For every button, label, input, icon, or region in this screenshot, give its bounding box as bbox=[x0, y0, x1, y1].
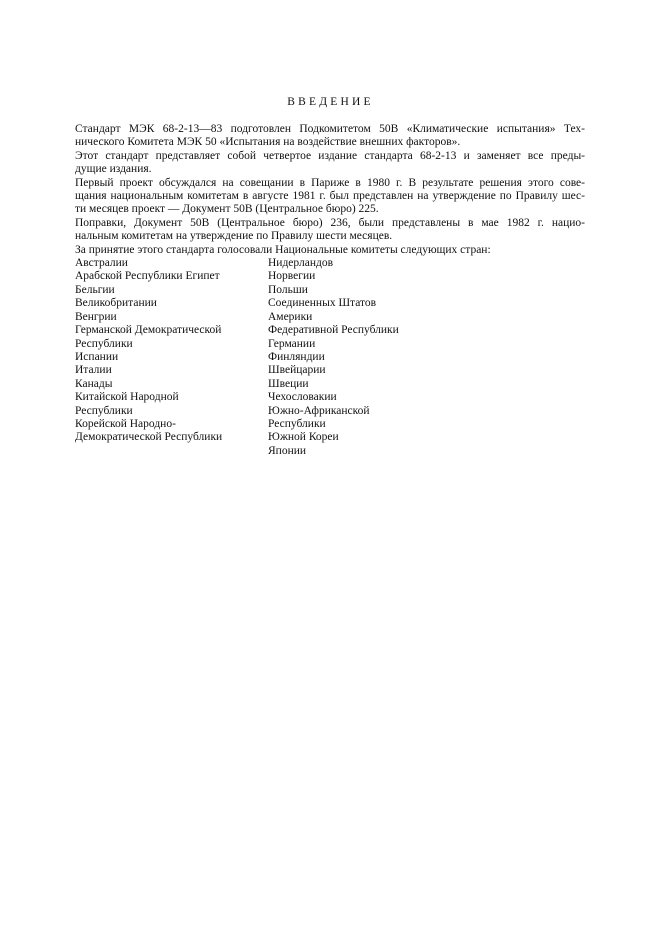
country-item: Германии bbox=[268, 337, 316, 350]
country-item: Испании bbox=[75, 350, 119, 363]
paragraph-line: щания национальным комитетам в августе 1981 г. был представлен на утверждение по Правилу шес- bbox=[75, 190, 585, 203]
country-item: Чехословакии bbox=[268, 391, 337, 404]
vote-intro-text: За принятие этого стандарта голосовали Национальные комитеты следующих стран: bbox=[75, 243, 491, 256]
paragraph-line bbox=[75, 150, 585, 163]
paragraph-first-draft bbox=[75, 177, 585, 217]
country-list bbox=[75, 257, 585, 458]
country-item: Корейской Народно- bbox=[75, 417, 176, 430]
paragraph-line: ти месяцев проект — Документ 50В (Центральное бюро) 225. bbox=[75, 203, 379, 216]
country-item: Швейцарии bbox=[268, 364, 326, 377]
country-item: Республики bbox=[268, 417, 326, 430]
paragraph-amendments bbox=[75, 217, 585, 244]
paragraph-line bbox=[75, 163, 585, 176]
paragraph-text: Поправки, Документ 50В (Центральное бюро) 236, были представлены в мае 1982 г. нацио- bbox=[75, 216, 585, 229]
paragraph-text: нического Комитета МЭК 50 «Испытания на воздействие внешних факторов». bbox=[75, 136, 461, 149]
country-item: Польши bbox=[268, 283, 308, 296]
country-item: Республики bbox=[75, 337, 133, 350]
paragraph-vote-intro bbox=[75, 244, 585, 257]
paragraph-text: Этот стандарт представляет собой четвертое издание стандарта 68-2-13 и заменяет все преды- bbox=[75, 149, 585, 162]
country-item: Соединенных Штатов bbox=[268, 297, 377, 310]
country-item: Демократической Республики bbox=[75, 431, 223, 444]
country-item: Норвегии bbox=[268, 270, 316, 283]
country-item: Республики bbox=[75, 404, 133, 417]
country-column-right bbox=[268, 257, 508, 458]
country-item: Австралии bbox=[75, 257, 128, 270]
country-item: Канады bbox=[75, 377, 113, 390]
document-title: ВВЕДЕНИЕ bbox=[287, 96, 374, 108]
country-item: Федеративной Республики bbox=[268, 324, 399, 337]
paragraph-edition bbox=[75, 150, 585, 177]
country-item: Швеции bbox=[268, 377, 309, 390]
country-column-left bbox=[75, 257, 268, 458]
country-item: Арабской Республики Египет bbox=[75, 270, 220, 283]
country-item: Бельгии bbox=[75, 283, 115, 296]
country-item: Нидерландов bbox=[268, 257, 334, 270]
country-item: Америки bbox=[268, 310, 313, 323]
paragraph-text: Стандарт МЭК 68-2-13—83 подготовлен Подкомитетом 50В «Климатические испытания» Тех- bbox=[75, 123, 585, 135]
country-item: Китайской Народной bbox=[75, 391, 179, 404]
paragraph-line bbox=[75, 136, 585, 149]
introduction-body bbox=[75, 123, 585, 458]
paragraph-text: Первый проект обсуждался на совещании в Париже в 1980 г. В результате решения этого сове- bbox=[75, 176, 585, 189]
country-item: Южно-Африканской bbox=[268, 404, 370, 417]
paragraph-line bbox=[75, 123, 585, 136]
country-item: Великобритании bbox=[75, 297, 157, 310]
country-item: Финляндии bbox=[268, 350, 325, 363]
paragraph-line bbox=[75, 217, 585, 230]
country-item: Германской Демократической bbox=[75, 324, 222, 337]
country-item: Японии bbox=[268, 444, 307, 457]
country-item: Италии bbox=[75, 364, 112, 377]
country-item: Венгрии bbox=[75, 310, 117, 323]
paragraph-text: дущие издания. bbox=[75, 163, 152, 176]
paragraph-text: нальным комитетам на утверждение по Правилу шести месяцев. bbox=[75, 230, 393, 243]
paragraph-line bbox=[75, 230, 585, 243]
paragraph-line bbox=[75, 177, 585, 190]
country-item: Южной Кореи bbox=[268, 431, 339, 444]
paragraph-preparation bbox=[75, 123, 585, 150]
